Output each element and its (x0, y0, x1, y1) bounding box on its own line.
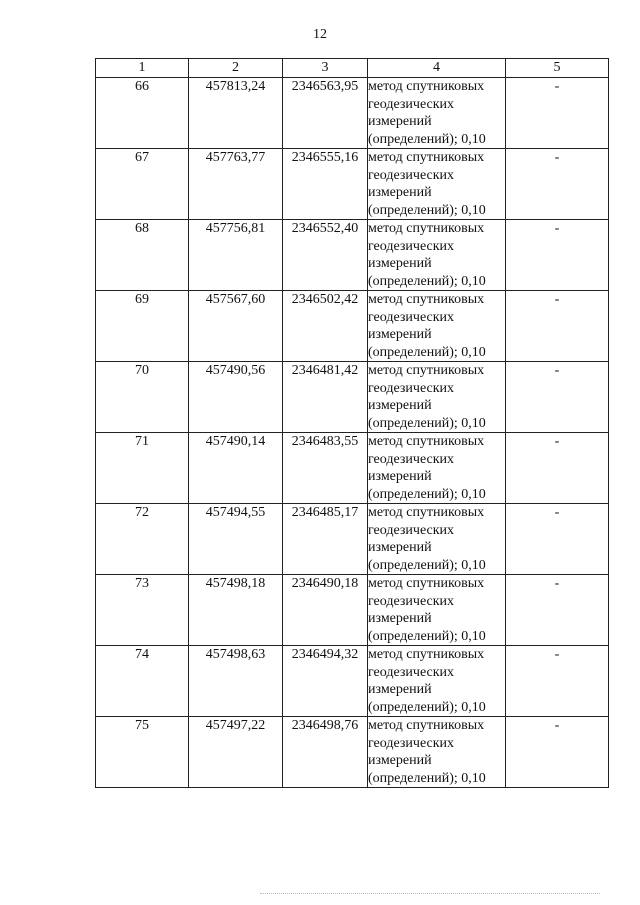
method-accuracy (368, 78, 506, 149)
table-body (96, 78, 609, 788)
method-accuracy (368, 362, 506, 433)
method-accuracy (368, 717, 506, 788)
method-accuracy (368, 220, 506, 291)
point-description: - (506, 149, 609, 220)
method-line: (определений); 0,10 (368, 202, 486, 218)
method-line: метод спутниковых (368, 292, 485, 307)
method-line: измерений (368, 753, 432, 768)
coordinate-x: 457498,18 (189, 575, 283, 646)
method-line: (определений); 0,10 (368, 628, 486, 644)
point-description: - (506, 504, 609, 575)
point-number: 69 (96, 291, 189, 362)
header-col-4: 4 (368, 59, 506, 78)
method-accuracy (368, 433, 506, 504)
method-line: метод спутниковых (368, 150, 485, 165)
method-line: измерений (368, 611, 432, 626)
point-description: - (506, 717, 609, 788)
table-row (96, 504, 609, 575)
point-description: - (506, 78, 609, 149)
point-number: 68 (96, 220, 189, 291)
table-row (96, 220, 609, 291)
coordinate-y: 2346563,95 (283, 78, 368, 149)
coordinate-x: 457490,14 (189, 433, 283, 504)
method-line: геодезических (368, 238, 455, 254)
coordinate-x: 457494,55 (189, 504, 283, 575)
method-accuracy (368, 504, 506, 575)
method-line: измерений (368, 540, 432, 555)
method-line: геодезических (368, 735, 455, 751)
method-line: метод спутниковых (368, 718, 485, 733)
coordinate-x: 457497,22 (189, 717, 283, 788)
point-number: 72 (96, 504, 189, 575)
point-number: 67 (96, 149, 189, 220)
method-line: геодезических (368, 380, 455, 396)
method-line: метод спутниковых (368, 221, 485, 236)
footer-scan-marks (260, 893, 600, 897)
method-accuracy (368, 149, 506, 220)
point-number: 71 (96, 433, 189, 504)
point-description: - (506, 220, 609, 291)
point-description: - (506, 291, 609, 362)
coordinate-x: 457498,63 (189, 646, 283, 717)
coordinate-y: 2346481,42 (283, 362, 368, 433)
method-line: (определений); 0,10 (368, 557, 486, 573)
method-line: измерений (368, 682, 432, 697)
header-col-5: 5 (506, 59, 609, 78)
table-row (96, 575, 609, 646)
method-line: метод спутниковых (368, 505, 485, 520)
method-line: измерений (368, 114, 432, 129)
method-line: (определений); 0,10 (368, 415, 486, 431)
coordinate-y: 2346485,17 (283, 504, 368, 575)
point-number: 66 (96, 78, 189, 149)
method-line: (определений); 0,10 (368, 699, 486, 715)
coordinate-y: 2346498,76 (283, 717, 368, 788)
coordinate-x: 457756,81 (189, 220, 283, 291)
coordinate-y: 2346494,32 (283, 646, 368, 717)
point-number: 75 (96, 717, 189, 788)
page-number: 12 (313, 27, 327, 42)
method-line: измерений (368, 469, 432, 484)
point-description: - (506, 646, 609, 717)
table-row (96, 291, 609, 362)
table-header-row (96, 59, 609, 78)
method-line: геодезических (368, 664, 455, 680)
method-line: метод спутниковых (368, 434, 485, 449)
header-col-1: 1 (96, 59, 189, 78)
method-line: (определений); 0,10 (368, 770, 486, 786)
coordinate-y: 2346490,18 (283, 575, 368, 646)
table-row (96, 433, 609, 504)
table-row (96, 149, 609, 220)
coordinate-y: 2346552,40 (283, 220, 368, 291)
method-line: геодезических (368, 96, 455, 112)
coordinate-x: 457567,60 (189, 291, 283, 362)
method-line: измерений (368, 256, 432, 271)
point-number: 70 (96, 362, 189, 433)
coordinate-y: 2346555,16 (283, 149, 368, 220)
method-accuracy (368, 646, 506, 717)
table-row (96, 646, 609, 717)
table-row (96, 362, 609, 433)
point-number: 74 (96, 646, 189, 717)
method-line: (определений); 0,10 (368, 131, 486, 147)
method-line: (определений); 0,10 (368, 344, 486, 360)
coordinate-x: 457490,56 (189, 362, 283, 433)
table-row (96, 717, 609, 788)
coordinates-table (95, 58, 609, 788)
method-line: геодезических (368, 593, 455, 609)
point-description: - (506, 433, 609, 504)
method-line: метод спутниковых (368, 576, 485, 591)
header-col-2: 2 (189, 59, 283, 78)
coordinate-y: 2346502,42 (283, 291, 368, 362)
method-accuracy (368, 575, 506, 646)
method-line: метод спутниковых (368, 647, 485, 662)
method-line: геодезических (368, 167, 455, 183)
method-line: метод спутниковых (368, 363, 485, 378)
point-description: - (506, 575, 609, 646)
point-description: - (506, 362, 609, 433)
method-line: (определений); 0,10 (368, 273, 486, 289)
coordinate-y: 2346483,55 (283, 433, 368, 504)
method-line: измерений (368, 185, 432, 200)
point-number: 73 (96, 575, 189, 646)
method-line: измерений (368, 327, 432, 342)
header-col-3: 3 (283, 59, 368, 78)
method-line: геодезических (368, 451, 455, 467)
method-accuracy (368, 291, 506, 362)
coordinate-x: 457763,77 (189, 149, 283, 220)
method-line: геодезических (368, 309, 455, 325)
method-line: измерений (368, 398, 432, 413)
method-line: (определений); 0,10 (368, 486, 486, 502)
table-row (96, 78, 609, 149)
method-line: метод спутниковых (368, 79, 485, 94)
coordinate-x: 457813,24 (189, 78, 283, 149)
method-line: геодезических (368, 522, 455, 538)
